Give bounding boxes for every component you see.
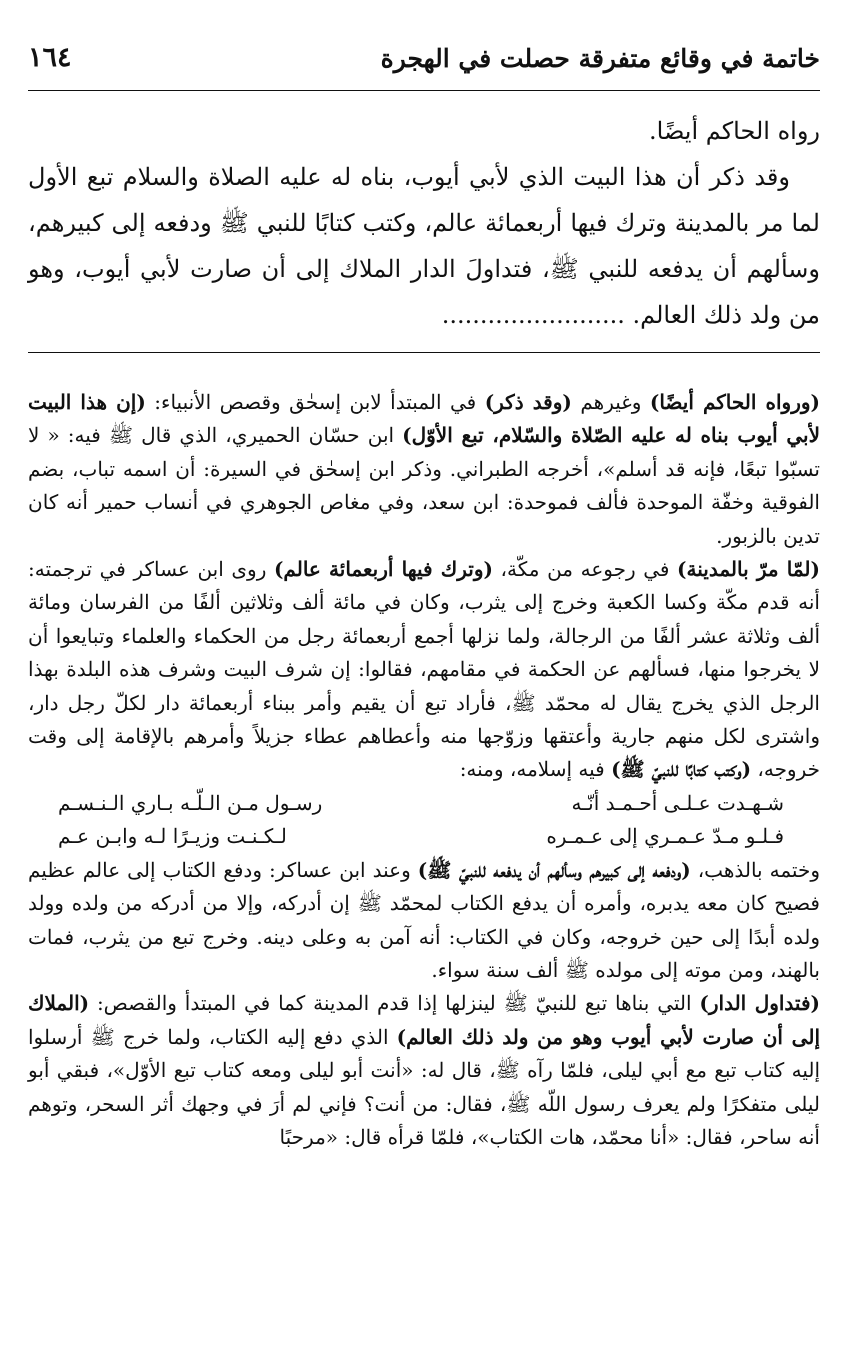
commentary-text: وغيرهم bbox=[571, 390, 650, 414]
poem-hemistich: شـهـدت عـلـى أحـمـد أنّـه bbox=[571, 790, 784, 815]
commentary-text: ابن حسّان الحميري، الذي قال ﷺ فيه: « لا تسبّوا تبعًا، فإنه قد أسلم»، أخرجه الطبراني. وذكر ابن إسحٰق في السيرة: أن اسمه تباب، بضم الفوقية وخفّة الموحدة فألف فموحدة: ابن سعد، وفي مغاص الجوهري في أنساب حمير أنه كان تدين بالزبور. bbox=[28, 423, 820, 548]
quoted-phrase: (وقد ذكر) bbox=[484, 390, 572, 414]
poem-hemistich: فـلـو مـدّ عـمـري إلى عـمـره bbox=[546, 824, 784, 849]
main-text bbox=[28, 108, 820, 338]
quoted-phrase: (وترك فيها أربعمائة عالم) bbox=[273, 557, 493, 582]
main-paragraph: رواه الحاكم أيضًا. bbox=[649, 117, 820, 145]
main-paragraph: وقد ذكر أن هذا البيت الذي لأبي أيوب، بناه له عليه الصلاة والسلام تبع الأول لما مر بالمدينة وترك فيها أربعمائة عالم، وكتب كتابًا للنبي ﷺ ودفعه إلى كبيرهم، وسألهم أن يدفعه للنبي ﷺ، فتداولَ الدار الملاك إلى أن صارت لأبي أيوب، وهو من ولد ذلك العالم. ........................ bbox=[28, 163, 820, 329]
divider bbox=[28, 352, 820, 353]
quoted-phrase: (ورواه الحاكم أيضًا) bbox=[649, 390, 820, 414]
quoted-phrase: (فتداول الدار) bbox=[699, 991, 820, 1016]
commentary-text: وعند ابن عساكر: ودفع الكتاب إلى عالم عظيم فصيح كان معه يدبره، وأمره أن يدفع الكتاب لمحمّد ﷺ إن أدركه، وإلا من أدركه من ولده وولد ولده أبدًا إلى حين خروجه، وكان في الكتاب: أنه آمن به وعلى دينه. وخرج تبع من يثرب، فمات بالهند، ومن موته إلى مولده ﷺ ألف سنة سواء. bbox=[28, 857, 820, 982]
quoted-phrase: (ودفعه إلى كبيرهم وسألهم أن يدفعه للنبيّ ﷺ) bbox=[417, 857, 691, 882]
commentary-text: روى ابن عساكر في ترجمته: أنه قدم مكّة وكسا الكعبة وخرج إلى يثرب، وكان في مائة ألف وثلاثين ألفًا من الفرسان ومائة ألف وثلاثة عشر ألفًا من الرجالة، ولما نزلها أجمع أربعمائة رجل من الحكماء والعلماء وتبايعوا أن لا يخرجوا منها، فسألهم عن الحكمة في مقامهم، فقالوا: إن شرف البيت وشرف هذه البلدة بهذا الرجل الذي يخرج يقال له محمّد ﷺ، فأراد تبع أن يقيم وأمر ببناء أربعمائة دار لكلّ رجل دار، واشترى لكل منهم جارية وأعتقها وزوّجها منه وأعطاهم عطاء جزيلاً وأمرهم بالإقامة إلى وقت خروجه، bbox=[28, 557, 820, 782]
commentary-text: في رجوعه من مكّة، bbox=[492, 557, 678, 582]
page-header bbox=[28, 40, 820, 91]
commentary-paragraph bbox=[28, 553, 820, 787]
quoted-phrase: (الملاك إلى أن صارت لأبي أيوب وهو من ولد ذلك العالم) bbox=[28, 991, 820, 1049]
commentary bbox=[28, 386, 820, 1154]
commentary-paragraph bbox=[28, 854, 820, 988]
quoted-phrase: (لمّا مرّ بالمدينة) bbox=[677, 557, 820, 582]
page-number: ١٦٤ bbox=[28, 42, 72, 73]
poem-hemistich: لـكـنـت وزيـرًا لـه وابـن عـم bbox=[58, 824, 287, 849]
commentary-text: في المبتدأ لابن إسحٰق وقصص الأنبياء: bbox=[145, 390, 485, 414]
commentary-paragraph bbox=[28, 987, 820, 1154]
commentary-text: التي بناها تبع للنبيّ ﷺ لينزلها إذا قدم المدينة كما في المبتدأ والقصص: bbox=[89, 991, 700, 1016]
commentary-text: الذي دفع إليه الكتاب، ولما خرج ﷺ أرسلوا إليه كتاب تبع مع أبي ليلى، فلمّا رآه ﷺ، قال له: «أنت أبو ليلى ومعه كتاب تبع الأوّل»، فبقي أبو ليلى متفكرًا ولم يعرف رسول اللّه ﷺ، فقال: من أنت؟ فإني لم أرَ في وجهك أثر السحر، وتوهم أنه ساحر، فقال: «أنا محمّد، هات الكتاب»، فلمّا قرأه قال: «مرحبًا bbox=[28, 1024, 820, 1149]
quoted-phrase: (إن هذا البيت لأبي أيوب بناه له عليه الصّلاة والسّلام، تبع الأوّل) bbox=[28, 390, 821, 448]
running-title: خاتمة في وقائع متفرقة حصلت في الهجرة bbox=[380, 44, 820, 73]
commentary-text: فيه إسلامه، ومنه: bbox=[459, 757, 612, 782]
quoted-phrase: (وكتب كتابًا للنبيّ ﷺ) bbox=[611, 757, 752, 782]
poem-hemistich: رسـول مـن الـلّـه بـاري الـنـسـم bbox=[58, 790, 323, 815]
poem-line bbox=[28, 820, 820, 853]
poem-line bbox=[28, 787, 820, 820]
commentary-text: وختمه بالذهب، bbox=[690, 857, 820, 882]
commentary-paragraph bbox=[28, 386, 820, 553]
